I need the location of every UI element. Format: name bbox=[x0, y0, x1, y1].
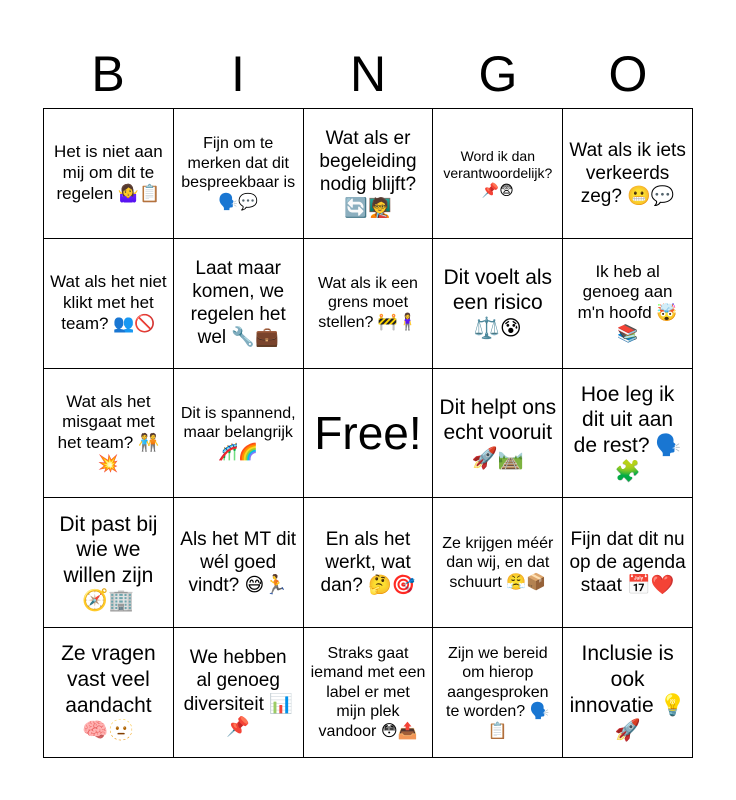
cell-text: Hoe leg ik dit uit aan de rest? 🗣️🧩 bbox=[573, 382, 682, 483]
header-letter-g: G bbox=[478, 46, 518, 102]
cell-text: Straks gaat iemand met een label er met mijn plek vandoor 😳📤 bbox=[310, 644, 426, 740]
bingo-cell[interactable] bbox=[174, 109, 304, 239]
bingo-cell[interactable] bbox=[433, 239, 563, 369]
bingo-cell[interactable] bbox=[44, 239, 174, 369]
bingo-cell[interactable] bbox=[44, 109, 174, 239]
header-letter-i: I bbox=[231, 46, 245, 102]
bingo-cell[interactable] bbox=[304, 628, 434, 758]
cell-text: Fijn dat dit nu op de agenda staat 📅❤️ bbox=[569, 529, 686, 597]
bingo-cell[interactable] bbox=[44, 628, 174, 758]
cell-text: Word ik dan verantwoordelijk? 📌😨 bbox=[443, 147, 553, 198]
bingo-cell[interactable] bbox=[174, 369, 304, 499]
cell-text: Het is niet aan mij om dit te regelen 🤷‍♀️📋 bbox=[54, 142, 163, 203]
bingo-grid bbox=[43, 108, 693, 758]
bingo-cell[interactable] bbox=[563, 369, 693, 499]
cell-text: We hebben al genoeg diversiteit 📊📌 bbox=[183, 647, 293, 738]
bingo-cell[interactable] bbox=[44, 498, 174, 628]
bingo-cell[interactable] bbox=[174, 628, 304, 758]
bingo-cell[interactable] bbox=[563, 628, 693, 758]
free-cell[interactable] bbox=[304, 369, 434, 499]
free-label: Free! bbox=[314, 406, 422, 459]
cell-text: Wat als ik iets verkeerds zeg? 😬💬 bbox=[569, 139, 686, 207]
cell-text: Dit voelt als een risico ⚖️😰 bbox=[443, 265, 553, 340]
cell-text: Wat als ik een grens moet stellen? 🚧🧍‍♀️ bbox=[318, 274, 418, 331]
cell-text: Dit is spannend, maar belangrijk 🎢🌈 bbox=[180, 404, 296, 461]
cell-text: Wat als het misgaat met het team? 🧑‍🤝‍🧑💥 bbox=[57, 391, 160, 473]
bingo-cell[interactable] bbox=[304, 498, 434, 628]
cell-text: Wat als het niet klikt met het team? 👥🚫 bbox=[50, 272, 167, 333]
bingo-cell[interactable] bbox=[563, 239, 693, 369]
bingo-cell[interactable] bbox=[44, 369, 174, 499]
cell-text: Inclusie is ook innovatie 💡🚀 bbox=[569, 642, 686, 743]
cell-text: Dit helpt ons echt vooruit 🚀🛤️ bbox=[439, 395, 557, 470]
bingo-cell[interactable] bbox=[174, 239, 304, 369]
bingo-cell[interactable] bbox=[563, 498, 693, 628]
bingo-cell[interactable] bbox=[433, 498, 563, 628]
cell-text: Laat maar komen, we regelen het wel 🔧💼 bbox=[190, 257, 286, 349]
bingo-cell[interactable] bbox=[174, 498, 304, 628]
bingo-cell[interactable] bbox=[563, 109, 693, 239]
bingo-header bbox=[43, 40, 693, 108]
header-letter-n: N bbox=[349, 46, 387, 102]
bingo-cell[interactable] bbox=[304, 239, 434, 369]
cell-text: Zijn we bereid om hierop aangesproken te worden? 🗣️📋 bbox=[446, 644, 550, 740]
cell-text: Ik heb al genoeg aan m'n hoofd 🤯📚 bbox=[577, 261, 678, 343]
header-letter-o: O bbox=[608, 46, 648, 102]
cell-text: Ze krijgen méér dan wij, en dat schuurt 😤📦 bbox=[442, 534, 554, 591]
cell-text: En als het werkt, wat dan? 🤔🎯 bbox=[320, 529, 416, 597]
header-letter-b: B bbox=[91, 46, 125, 102]
cell-text: Dit past bij wie we willen zijn 🧭🏢 bbox=[59, 512, 158, 613]
bingo-cell[interactable] bbox=[433, 369, 563, 499]
cell-text: Fijn om te merken dat dit bespreekbaar is 🗣️💬 bbox=[181, 135, 296, 211]
cell-text: Wat als er begeleiding nodig blijft? 🔄🧑‍🏫 bbox=[319, 128, 417, 219]
cell-text: Ze vragen vast veel aandacht 🧠🫥 bbox=[61, 642, 156, 743]
bingo-cell[interactable] bbox=[433, 628, 563, 758]
bingo-cell[interactable] bbox=[304, 109, 434, 239]
bingo-cell[interactable] bbox=[433, 109, 563, 239]
cell-text: Als het MT dit wél goed vindt? 😅🏃 bbox=[180, 529, 297, 597]
